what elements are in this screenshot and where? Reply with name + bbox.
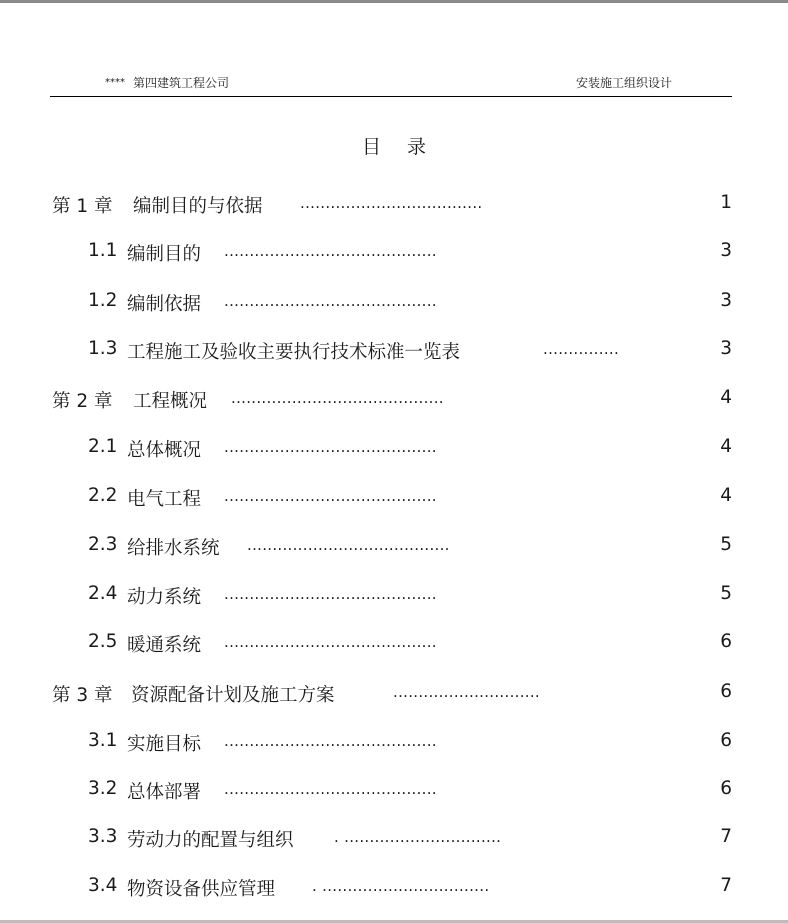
- toc-entry-page: 6: [720, 730, 732, 751]
- toc-entry-leader: ..........................................: [224, 633, 437, 651]
- toc-entry-page: 7: [720, 826, 732, 847]
- toc-entry-leader: ..........................................: [224, 732, 437, 750]
- toc-entry-number: 1.2: [88, 290, 118, 311]
- toc-entry-leader: ....................................: [300, 194, 483, 212]
- toc-entry-text: 电气工程: [127, 489, 202, 510]
- toc-entry-number: 第 3 章: [52, 685, 113, 706]
- toc-entry-text: 编制目的: [127, 244, 202, 265]
- toc-entry-leader: ..........................................: [224, 292, 437, 310]
- toc-entry-page: 6: [720, 631, 732, 652]
- toc-entry-page: 3: [720, 338, 732, 359]
- page-header: [50, 70, 732, 97]
- toc-entry-text: 总体概况: [127, 440, 202, 461]
- toc-entry-page: 4: [720, 485, 732, 506]
- toc-title: 目录: [361, 136, 452, 158]
- toc-entry-number: 1.1: [88, 240, 118, 261]
- toc-entry-number: 第 1 章: [52, 196, 113, 217]
- toc-entry-leader: ........................................: [247, 536, 450, 554]
- toc-entry-text: 动力系统: [127, 587, 202, 608]
- toc-entry-number: 第 2 章: [52, 391, 113, 412]
- toc-entry-text: 劳动力的配置与组织: [127, 830, 294, 851]
- toc-entry-page: 4: [720, 436, 732, 457]
- toc-entry-number: 3.3: [88, 826, 118, 847]
- toc-entry-number: 2.5: [88, 631, 118, 652]
- header-company: [105, 74, 229, 91]
- toc-entry-page: 6: [720, 681, 732, 702]
- toc-entry-leader: . .................................: [312, 877, 490, 895]
- toc-entry-leader: ..........................................: [224, 585, 437, 603]
- toc-entry-text: 编制依据: [127, 294, 202, 315]
- toc-entry-number: 2.3: [88, 534, 118, 555]
- toc-entry-number: 2.1: [88, 436, 118, 457]
- toc-entry-leader: ..........................................: [224, 438, 437, 456]
- toc-entry-page: 5: [720, 583, 732, 604]
- toc-entry-number: 2.2: [88, 485, 118, 506]
- header-stars: ****: [105, 77, 125, 88]
- toc-entry-page: 5: [720, 534, 732, 555]
- toc-entry-text: 暖通系统: [127, 635, 202, 656]
- toc-entry-text: 实施目标: [127, 734, 202, 755]
- toc-entry-leader: ..........................................: [231, 389, 444, 407]
- toc-entry-text: 资源配备计划及施工方案: [131, 685, 335, 706]
- toc-entry-text: 编制目的与依据: [133, 196, 263, 217]
- toc-entry-page: 6: [720, 778, 732, 799]
- toc-entry-number: 1.3: [88, 338, 118, 359]
- header-company-name: 第四建筑工程公司: [133, 76, 230, 90]
- toc-entry-page: 3: [720, 240, 732, 261]
- header-doc-title: 安装施工组织设计: [576, 76, 673, 90]
- toc-entry-text: 物资设备供应管理: [127, 879, 276, 900]
- toc-entry-leader: ..........................................: [224, 780, 437, 798]
- toc-entry-leader: ..........................................: [224, 487, 437, 505]
- toc-entry-text: 工程概况: [133, 391, 208, 412]
- toc-entry-leader: .............................: [393, 683, 540, 701]
- toc-entry-number: 2.4: [88, 583, 118, 604]
- toc-entry-leader: ..........................................: [224, 242, 437, 260]
- toc-entry-leader: ...............: [543, 340, 620, 358]
- toc-entry-number: 3.4: [88, 875, 118, 896]
- toc-entry-number: 3.1: [88, 730, 118, 751]
- toc-entry-text: 工程施工及验收主要执行技术标准一览表: [127, 342, 461, 363]
- toc-entry-page: 4: [720, 387, 732, 408]
- toc-entry-page: 7: [720, 875, 732, 896]
- page-top-border: [0, 0, 788, 3]
- toc-entry-page: 3: [720, 290, 732, 311]
- toc-entry-text: 总体部署: [127, 782, 202, 803]
- toc-entry-text: 给排水系统: [127, 538, 220, 559]
- toc-entry-leader: . ...............................: [334, 828, 502, 846]
- toc-entry-page: 1: [720, 192, 732, 213]
- toc-entry-number: 3.2: [88, 778, 118, 799]
